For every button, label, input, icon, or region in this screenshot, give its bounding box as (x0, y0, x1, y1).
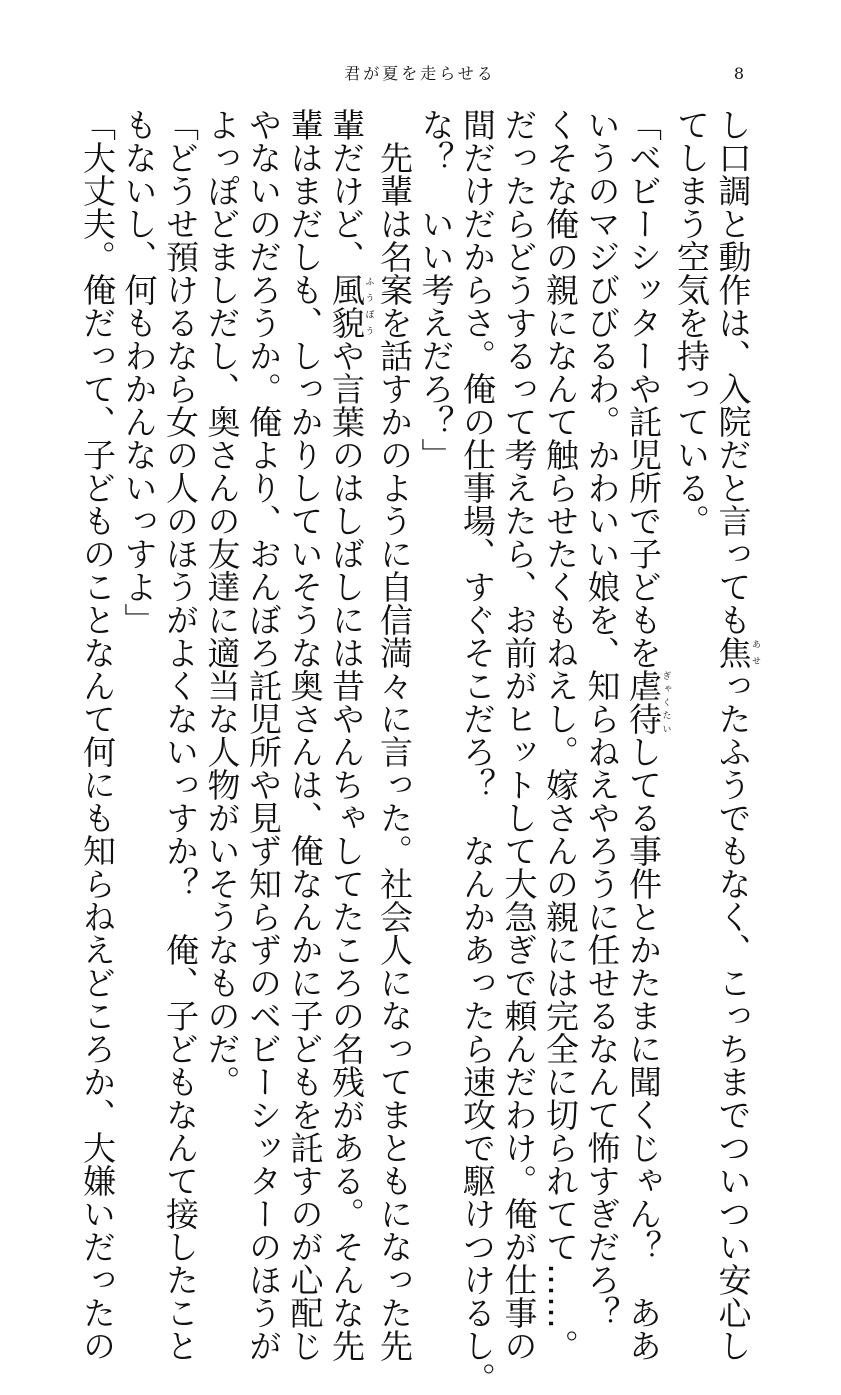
text-line: いうのマジびびるわ。かわいい娘を、知らねえやろうに任せるなんて怖すぎだろ？ (582, 108, 622, 1329)
text-line: やないのだろうか。俺より、おんぼろ託児所や見ず知らずのベビーシッターのほうが (244, 108, 283, 1362)
text-line: 輩はまだしも、しっかりしていそうな奥さんは、俺なんかに子どもを託すのが心配じ (285, 108, 325, 1362)
ruby-annotation: 焦あせ (713, 636, 760, 669)
page-number: 8 (733, 64, 745, 83)
text-line: 「大丈夫。俺だって、子どものことなんて何にも知らねえどころか、大嫌いだったの (78, 108, 117, 1362)
ruby-annotation: 風貌ふうぼう (327, 273, 374, 339)
text-line: 輩だけど、風貌ふうぼうや言葉のはしばしには昔やんちゃしてたころの名残がある。そんな先 (327, 108, 374, 1362)
text-line: 「ベビーシッターや託児所で子どもを虐待ぎゃくたいしてる事件とかたまに聞くじゃん？ ああ (624, 108, 671, 1362)
text-line: な？ いい考えだろ？」 (416, 108, 456, 471)
text-line: よっぽどましだし、奥さんの友達に適当な人物がいそうなものだ。 (202, 108, 242, 1098)
body-text (78, 108, 760, 1395)
text-line: 間だけだからさ。俺の仕事場、すぐそこだろ？ なんかあったら速攻で駆けつけるし。 (458, 108, 497, 1395)
text-line: くそな俺の親になんて触らせたくもねえし。嫁さんの親には完全に切られてて……。 (541, 108, 580, 1362)
text-line: し口調と動作は、入院だと言っても焦あせったふうでもなく、こっちまでついつい安心し (713, 108, 760, 1362)
text-line: 先輩は名案を話すかのように自信満々に言った。社会人になってまともになった先 (375, 108, 414, 1362)
text-line: 「どうせ預けるなら女の人のほうがよくないっすか？ 俺、子どもなんて接したこと (161, 108, 200, 1362)
text-line: もないし、何もわかんないっすよ」 (119, 108, 159, 636)
book-title: 君が夏を走らせる (344, 64, 496, 83)
text-line: だったらどうするって考えたら、お前がヒットして大急ぎで頼んだわけ。俺が仕事の (499, 108, 539, 1362)
text-line: てしまう空気を持っている。 (672, 108, 711, 537)
running-header (0, 62, 841, 86)
ruby-annotation: 虐待ぎゃくたい (624, 669, 671, 735)
